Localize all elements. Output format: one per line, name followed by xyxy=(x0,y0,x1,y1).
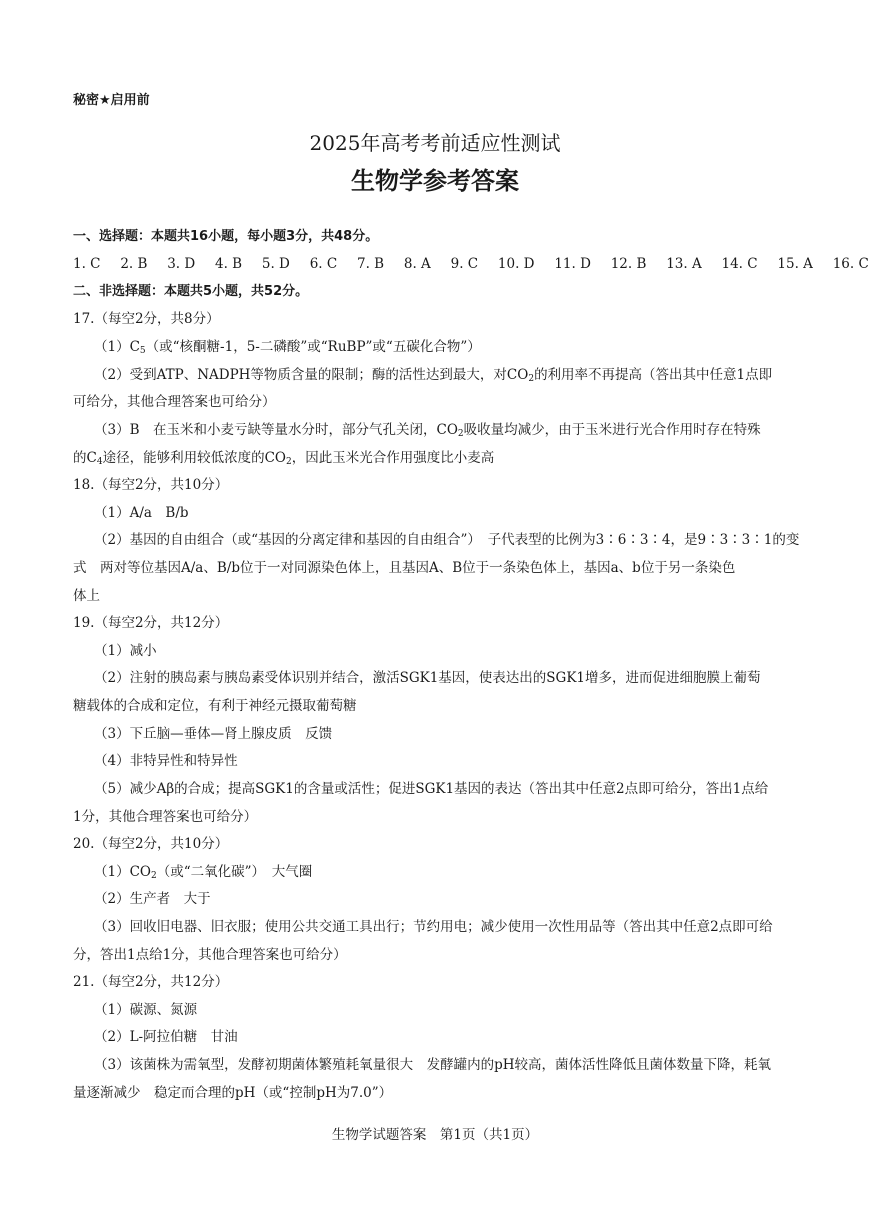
q17-answer-3-cont: 的$C_4$途径，能够利用较低浓度的$CO_2$，因此玉米光合作用强度比小麦高 xyxy=(73,450,495,467)
answer-item: 6. C xyxy=(309,256,338,272)
q18-answer-2-cont: 式 两对等位基因A/a、B/b位于一对同源染色体上，且基因A、B位于一条染色体上，基因a、b位于另一条染色 xyxy=(73,560,736,576)
answer-item: 5. D xyxy=(261,256,290,272)
q20-answer-3: （3）回收旧电器、旧衣服；使用公共交通工具出行；节约用电；减少使用一次性用品等（答出其中任意2点即可给 xyxy=(94,919,773,935)
answer-item: 3. D xyxy=(167,256,196,272)
answer-item: 10. D xyxy=(497,256,535,272)
answer-item: 12. B xyxy=(610,256,647,272)
q21-answer-2: （2）L-阿拉伯糖 甘油 xyxy=(94,1029,238,1045)
q20-answer-2: （2）生产者 大于 xyxy=(94,891,211,907)
page-footer: 生物学试题答案 第1页（共1页） xyxy=(331,1127,539,1143)
q21-answer-3-cont: 量逐渐减少 稳定而合理的pH（或“控制pH为7.0”） xyxy=(73,1085,393,1101)
q21-answer-3: （3）该菌株为需氧型，发酵初期菌体繁殖耗氧量很大 发酵罐内的pH较高，菌体活性降低且菌体数量下降，耗氧 xyxy=(94,1057,772,1073)
q18-answer-1: （1）A/a B/b xyxy=(94,505,189,521)
q17-answer-3: （3）B 在玉米和小麦亏缺等量水分时，部分气孔关闭，$CO_2$吸收量均减少，由于玉米进行光合作用时存在特殊 xyxy=(94,422,761,439)
answer-item: 8. A xyxy=(403,256,431,272)
answer-item: 16. C xyxy=(832,256,869,272)
answer-item: 15. A xyxy=(777,256,813,272)
answer-item: 11. D xyxy=(554,256,591,272)
answer-item: 4. B xyxy=(215,256,243,272)
q19-answer-5: （5）减少Aβ的合成；提高SGK1的含量或活性；促进SGK1基因的表达（答出其中任意2点即可给分，答出1点给 xyxy=(94,781,769,797)
page-subtitle: 生物学参考答案 xyxy=(351,167,519,195)
q19-answer-2: （2）注射的胰岛素与胰岛素受体识别并结合，激活SGK1基因，使表达出的SGK1增多，进而促进细胞膜上葡萄 xyxy=(94,670,761,686)
q21-header: 21.（每空2分，共12分） xyxy=(73,974,229,990)
q17-header: 17.（每空2分，共8分） xyxy=(73,311,220,327)
answer-item: 1. C xyxy=(73,256,101,272)
q20-header: 20.（每空2分，共10分） xyxy=(73,836,229,852)
q17-answer-1: $(1)C_5$（或“核酮糖-1，5-二磷酸”或“RuBP”或“五碳化合物”） xyxy=(94,339,481,356)
answer-item: 9. C xyxy=(450,256,479,272)
q19-answer-4: （4）非特异性和特异性 xyxy=(94,753,238,769)
q17-answer-2-cont: 可给分，其他合理答案也可给分） xyxy=(73,394,276,410)
q21-answer-1: （1）碳源、氮源 xyxy=(94,1002,198,1018)
confidential-label: 秘密★启用前 xyxy=(73,93,150,108)
page-title: 2025年高考考前适应性测试 xyxy=(309,131,561,155)
q18-answer-2-cont: 体上 xyxy=(73,588,100,604)
q19-answer-1: （1）减小 xyxy=(94,643,157,659)
q18-header: 18.（每空2分，共10分） xyxy=(73,477,229,493)
q19-answer-2-cont: 糖载体的合成和定位，有利于神经元摄取葡萄糖 xyxy=(73,698,357,714)
section-1-heading: 一、选择题：本题共16小题，每小题3分，共48分。 xyxy=(73,229,379,244)
q20-answer-3-cont: 分，答出1点给1分，其他合理答案也可给分） xyxy=(73,947,347,963)
choice-answers xyxy=(73,255,870,273)
q17-answer-2: （2）受到ATP、NADPH等物质含量的限制；酶的活性达到最大，对$CO_2$的利用率不再提高（答出其中任意1点即 xyxy=(94,367,773,384)
q19-answer-5-cont: 1分，其他合理答案也可给分） xyxy=(73,809,258,825)
answer-item: 13. A xyxy=(666,256,702,272)
section-2-heading: 二、非选择题：本题共5小题，共52分。 xyxy=(73,284,309,299)
answer-item: 2. B xyxy=(120,256,148,272)
answer-item: 7. B xyxy=(357,256,385,272)
q18-answer-2: （2）基因的自由组合（或“基因的分离定律和基因的自由组合”） 子代表型的比例为3∶6∶3∶4，是9∶3∶3∶1的变 xyxy=(94,532,800,548)
answer-item: 14. C xyxy=(721,256,758,272)
q19-header: 19.（每空2分，共12分） xyxy=(73,615,229,631)
q19-answer-3: （3）下丘脑—垂体—肾上腺皮质 反馈 xyxy=(94,726,333,742)
q20-answer-1: $(1)CO_2$（或“二氧化碳”） 大气圈 xyxy=(94,864,313,881)
